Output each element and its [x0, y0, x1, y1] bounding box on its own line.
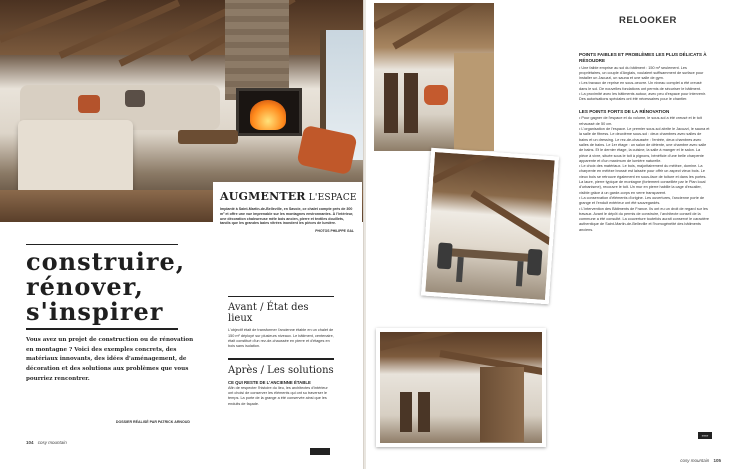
right-page [366, 0, 731, 469]
text-column [579, 52, 710, 233]
before-text: L'objectif était de transformer l'ancienne étable en un chalet de 150 m² déployé sur plusieurs niveaux. Le bâtiment, centenaire, était constitué d'un rez-de-chaussée en pierre et d'étages en bois sans isolation. [228, 328, 334, 349]
solutions-title: Après / Les solutions [228, 364, 334, 376]
left-page-number: 104 [26, 440, 34, 445]
headline-block [26, 244, 196, 330]
before-title: Avant / État des lieux [228, 302, 309, 325]
strong-point-1: • Pour gagner de l'espace et du volume, le sous-sol a été creusé et le toit rehaussé de 50 cm. [579, 116, 702, 126]
weak-point-2: • Les travaux de reprise en sous-oeuvre. Un niveau complet a été creusé dans le sol. De nouvelles fondations ont permis de sécuriser le bâtiment. [579, 81, 702, 91]
intro-credit: PHOTOS PHILIPPE GAL [315, 229, 354, 234]
weak-point-1: • Une faible emprise au sol du bâtiment : 150 m² seulement. Les propriétaires, un couple d'Anglais, voulaient suffisamment de surface pour installer un Jacuzzi, un sauna et une salle de gym. [579, 65, 704, 81]
right-page-number: 105 [713, 458, 721, 463]
weak-point-3: • La proximité avec les bâtiments autour, avec peu d'espace pour intervenir. Des autorisations spéciales ont été nécessaires pour le chantier. [579, 92, 707, 102]
kitchen-photo [374, 3, 494, 151]
weak-title: POINTS FAIBLES ET PROBLÈMES LES PLUS DÉLICATS À RÉSOUDRE [579, 52, 707, 63]
section-box [213, 182, 362, 290]
right-magazine-name: cosy mountain [680, 458, 710, 463]
lead-text: Vous avez un projet de construction ou de rénovation en montagne ? Voici des exemples concrets, des matériaux innovants, des idées d'aménagement, de décoration et des solutions aux problèmes que vous pourriez rencontrer. [26, 337, 194, 382]
strong-point-5: • L'intervention des Bâtiments de France. Ils ont eu un droit de regard sur les travaux. Avant le dépôt du permis de construire, l'architecte conseil de la commune a été consulté. La couverture toutefois aurait conservé le caractère authentique de Saint-Martin-de-Belleville et l'homogénéité des bâtiments anciens. [579, 206, 710, 232]
right-folio [680, 458, 721, 463]
hallway-photo [376, 328, 546, 447]
left-magazine-name: cosy mountain [37, 440, 67, 445]
strong-list [579, 116, 710, 233]
dining-room-photo [421, 148, 559, 305]
strong-title: LES POINTS FORTS DE LA RÉNOVATION [579, 108, 670, 114]
nav-marker: »»» [698, 432, 712, 439]
strong-point-3: • Le choix des matériaux. Le bois, majoritairement du mélèze, domine. La charpente en mélèze brossé est laissée pour offrir un aspect vieux bois. Le vieux bois se retrouve également en sous-face de toiture et dans les portes. La laure, pierre typique de montagne (fortement conseillée par le Plan local d'urbanisme), recouvre le toit. Un mur en pierre habille la cage d'escalier, visible grâce à un garde-corps en verre transparent. [579, 164, 707, 195]
left-folio [26, 440, 67, 445]
weak-list [579, 66, 710, 103]
page-header: RELOOKER [619, 15, 677, 26]
strong-point-2: • L'organisation de l'espace. Le premier sous-sol abrite le Jacuzzi, le sauna et la salle de fitness. Le deuxième sous-sol : deux chambres avec salles de bains et un dressing. Le rez-de-chaussée : l'entrée, deux chambres avec salles de bains. Le 1er étage : un salon de détente, une chambre avec salle de bains. Et le dernier étage, la cuisine, la salle à manger et le salon. La pièce à vivre, située sous le toit à pignons, bénéficie d'une belle charpente apparente et d'un maximum de lumière naturelle. [579, 127, 710, 163]
strong-point-4: • La conservation d'éléments d'origine. Les ouvertures, l'ancienne porte de grange et l'enduit extérieur ont été sauvegardés. [579, 195, 705, 206]
intro-text: Implanté à Saint-Martin-de-Belleville, en Savoie, ce chalet compte près de 300 m² et offre une vue imprenable sur les montagnes environnantes. À l'intérieur, une décoration chaleureuse mêle bois ancien, pierre et textiles douillets, tandis que les grandes baies vitrées inondent les pièces de lumière. [220, 207, 354, 226]
section-title: AUGMENTER [220, 190, 306, 203]
solutions-label: CE QUI RESTE DE L'ANCIENNE ÉTABLE [228, 379, 311, 385]
left-page [0, 0, 364, 469]
before-after-column [228, 296, 334, 407]
left-ribbon [310, 448, 330, 455]
headline: construire, rénover, s'inspirer [26, 247, 186, 327]
solutions-text: Afin de respecter l'histoire du lieu, les architectes d'intérieur ont choisi de conserver les éléments qui ont su traverser le temps. La porte de la grange a été conservée ainsi que les enduits de façade. [228, 385, 328, 406]
section-title-rest: L'ESPACE [305, 193, 357, 203]
lead-credit: DOSSIER RÉALISÉ PAR PATRICK ARNOUD [115, 420, 190, 424]
